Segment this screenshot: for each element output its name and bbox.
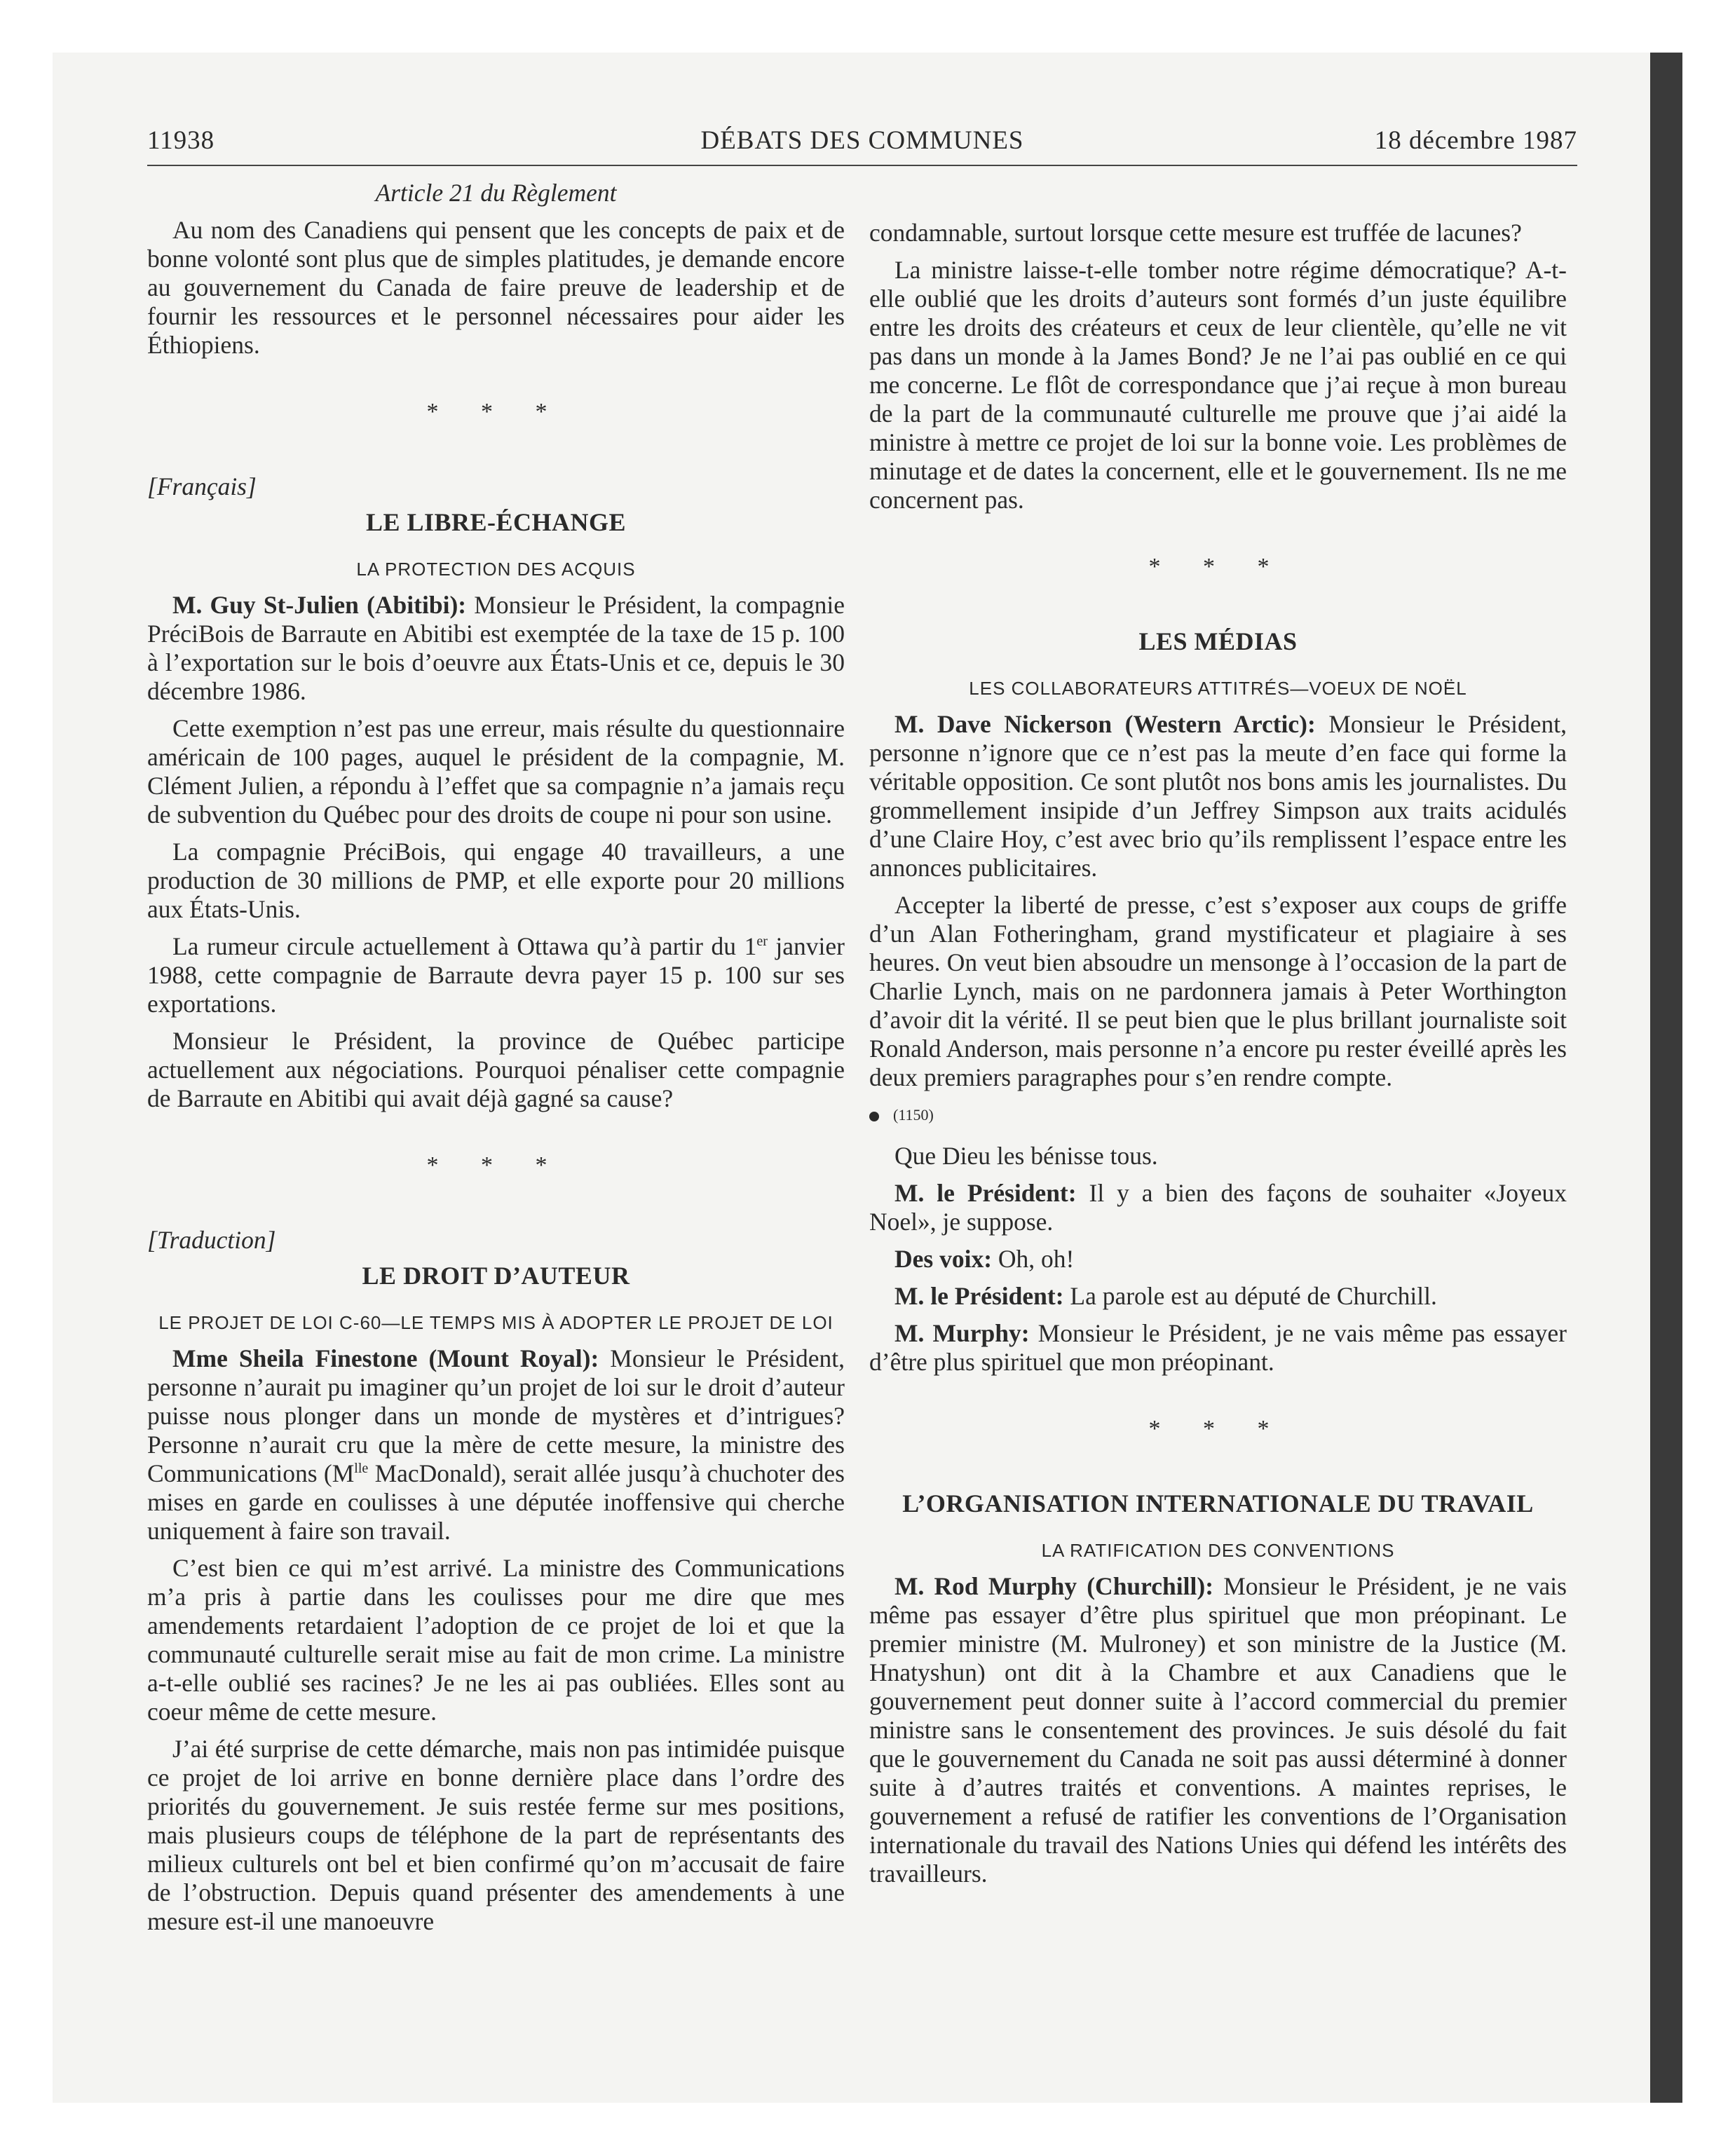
section-subtitle: LES COLLABORATEURS ATTITRÉS—VOEUX DE NOËL	[969, 678, 1467, 699]
superscript: er	[756, 934, 768, 950]
section-separator: * * *	[1148, 1416, 1288, 1442]
speech-text: Monsieur le Président, je ne vais même pas essayer d’être plus spirituel que mon préopinant. Le premier ministre (M. Mulroney) et son ministre de la Justice (M. Hnatyshun) ont dit à la Chambre et aux Canadiens que le gouvernement peut donner suite à l’accord commercial du premier ministre sans le consentement des provinces. Je suis désolé du fait que le gouvernement du Canada ne soit pas aussi déterminé à donner suite à d’autres traités et conventions. A maintes reprises, le gouvernement a refusé de ratifier les conventions de l’Organisation internationale du travail des Nations Unies qui défend les intérêts des travailleurs.	[869, 1572, 1567, 1888]
page-header	[147, 123, 1577, 166]
section-separator: * * *	[426, 399, 566, 425]
paragraph-text: janvier 1988, cette compagnie de Barraute devra payer 15 p. 100 sur ses exportations.	[147, 932, 845, 1018]
speech	[869, 1245, 1567, 1274]
speaker-name: Mme Sheila Finestone (Mount Royal):	[172, 1344, 599, 1372]
section-title: LE LIBRE-ÉCHANGE	[365, 508, 627, 536]
paragraph: J’ai été surprise de cette démarche, mais non pas intimidée puisque ce projet de loi arrive en bonne dernière place dans l’ordre des priorités du gouvernement. Je suis restée ferme sur mes positions, mais plusieurs coups de téléphone de la part de représentants des milieux culturels ont bel et bien confirmé qu’on m’accusait de faire de l’obstruction. Depuis quand présenter des amendements à une mesure est-il une manoeuvre	[147, 1735, 845, 1935]
page-number: 11938	[147, 126, 215, 155]
paragraph: Monsieur le Président, la province de Québec participe actuellement aux négociations. Pourquoi pénaliser cette compagnie de Barraute en Abitibi qui avait déjà gagné sa cause?	[147, 1027, 845, 1112]
speech-text: Monsieur le Président, personne n’aurait pu imaginer qu’un projet de loi sur le droit d’auteur puisse nous plonger dans un monde de mystères et d’intrigues? Personne n’aurait cru que la mère de cette mesure, la ministre des Communications (M	[147, 1344, 845, 1487]
speaker-name: Des voix:	[894, 1245, 993, 1273]
speaker-name: M. Rod Murphy (Churchill):	[894, 1572, 1214, 1600]
paragraph: La ministre laisse-t-elle tomber notre régime démocratique? A-t-elle oublié que les droits d’auteurs sont formés d’un juste équilibre entre les droits des créateurs et ceux de leur clientèle, qu’elle ne vit pas dans un monde à la James Bond? Je ne l’ai pas oublié en ce qui me concerne. Le flôt de correspondance que j’ai reçue à mon bureau de la part de la communauté culturelle me prouve que j’ai aidé la ministre à mettre ce projet de loi sur la bonne voie. Les problèmes de minutage et de dates la concernent, elle et le gouvernement. Ils ne me concernent pas.	[869, 256, 1567, 514]
speaker-name: M. le Président:	[894, 1282, 1064, 1310]
section-title: LE DROIT D’AUTEUR	[362, 1262, 630, 1290]
section-subtitle: LA PROTECTION DES ACQUIS	[356, 559, 636, 580]
speaker-name: M. Murphy:	[894, 1319, 1030, 1347]
paragraph: Que Dieu les bénisse tous.	[894, 1142, 1158, 1170]
rubric: Article 21 du Règlement	[375, 179, 617, 207]
paragraph: C’est bien ce qui m’est arrivé. La ministre des Communications m’a pris à partie dans les coulisses pour me dire que mes amendements retardaient l’adoption de ce projet de loi et que la communauté culturelle serait mise au fait de mon crime. La ministre a-t-elle oublié ses racines? Je ne les ai pas oubliées. Elles sont au coeur même de cette mesure.	[147, 1554, 845, 1726]
speech	[147, 591, 845, 706]
time-label: (1150)	[893, 1106, 934, 1124]
speech	[869, 1572, 1567, 1888]
section-subtitle: LE PROJET DE LOI C-60—LE TEMPS MIS À ADOPTER LE PROJET DE LOI	[158, 1312, 834, 1333]
bullet-icon	[869, 1112, 879, 1121]
section-title: L’ORGANISATION INTERNATIONALE DU TRAVAIL	[902, 1489, 1534, 1517]
superscript: lle	[354, 1461, 369, 1477]
left-column	[147, 179, 845, 1944]
paragraph: La compagnie PréciBois, qui engage 40 travailleurs, a une production de 30 millions de PMP, et elle exporte pour 20 millions aux États-Unis.	[147, 838, 845, 923]
language-tag: [Français]	[147, 472, 257, 500]
paragraph	[147, 932, 845, 1018]
publication-title: DÉBATS DES COMMUNES	[700, 126, 1024, 155]
speech-text: La parole est au député de Churchill.	[1063, 1282, 1437, 1310]
speech	[869, 710, 1567, 882]
speech-text: Monsieur le Président, la compagnie PréciBois de Barraute en Abitibi est exemptée de la taxe de 15 p. 100 à l’exportation sur le bois d’oeuvre aux États-Unis et ce, depuis le 30 décembre 1986.	[147, 591, 845, 705]
speech-text: Monsieur le Président, je ne vais même pas essayer d’être plus spirituel que mon préopinant.	[869, 1319, 1567, 1376]
paragraph: Accepter la liberté de presse, c’est s’exposer aux coups de griffe d’un Alan Fotheringham, grand mystificateur et plagiaire à ses heures. On veut bien absoudre un mensonge à l’occasion de la part de Charlie Lynch, mais on ne pardonnera jamais à Peter Worthington d’avoir dit la vérité. Il se peut bien que le plus brillant journaliste soit Ronald Anderson, mais personne n’a encore pu rester éveillé après les deux premiers paragraphes pour s’en rendre compte.	[869, 891, 1567, 1091]
time-marker	[869, 1100, 1567, 1129]
paragraph: condamnable, surtout lorsque cette mesure est truffée de lacunes?	[869, 219, 1522, 247]
speech	[869, 1282, 1567, 1311]
speech	[869, 1319, 1567, 1377]
language-tag: [Traduction]	[147, 1226, 276, 1254]
paragraph: Au nom des Canadiens qui pensent que les concepts de paix et de bonne volonté sont plus que de simples platitudes, je demande encore au gouvernement du Canada de faire preuve de leadership et de fournir les ressources et le personnel nécessaires pour aider les Éthiopiens.	[147, 216, 845, 359]
speaker-name: M. le Président:	[894, 1179, 1077, 1207]
section-separator: * * *	[1148, 554, 1288, 580]
scan-edge-bar	[1650, 53, 1682, 2103]
speech-text: Il y a bien des façons de souhaiter «Joyeux Noel», je suppose.	[869, 1179, 1567, 1236]
speech-text: Oh, oh!	[992, 1245, 1075, 1273]
speech	[147, 1344, 845, 1546]
speaker-name: M. Dave Nickerson (Western Arctic):	[894, 710, 1316, 738]
paragraph: Cette exemption n’est pas une erreur, mais résulte du questionnaire américain de 100 pages, auquel le président de la compagnie, M. Clément Julien, a répondu à l’effet que sa compagnie n’a jamais reçu de subvention du Québec pour des droits de coupe ni pour son usine.	[147, 714, 845, 828]
right-column	[869, 219, 1567, 1897]
speaker-name: M. Guy St-Julien (Abitibi):	[172, 591, 467, 619]
speech-text: Monsieur le Président, personne n’ignore que ce n’est pas la meute d’en face qui forme la véritable opposition. Ce sont plutôt nos bons amis les journalistes. Du grommellement insipide d’un Jeffrey Simpson aux traits acidulés d’une Claire Hoy, c’est avec brio qu’ils remplissent l’espace entre les annonces publicitaires.	[869, 710, 1567, 882]
speech-text: MacDonald), serait allée jusqu’à chuchoter des mises en garde en coulisses à une députée inoffensive qui cherche uniquement à faire son travail.	[147, 1459, 845, 1545]
paragraph-text: La rumeur circule actuellement à Ottawa qu’à partir du 1	[172, 932, 757, 960]
section-subtitle: LA RATIFICATION DES CONVENTIONS	[1041, 1540, 1395, 1561]
speech	[869, 1179, 1567, 1236]
section-separator: * * *	[426, 1152, 566, 1178]
section-title: LES MÉDIAS	[1138, 627, 1298, 655]
sitting-date: 18 décembre 1987	[1374, 126, 1577, 155]
